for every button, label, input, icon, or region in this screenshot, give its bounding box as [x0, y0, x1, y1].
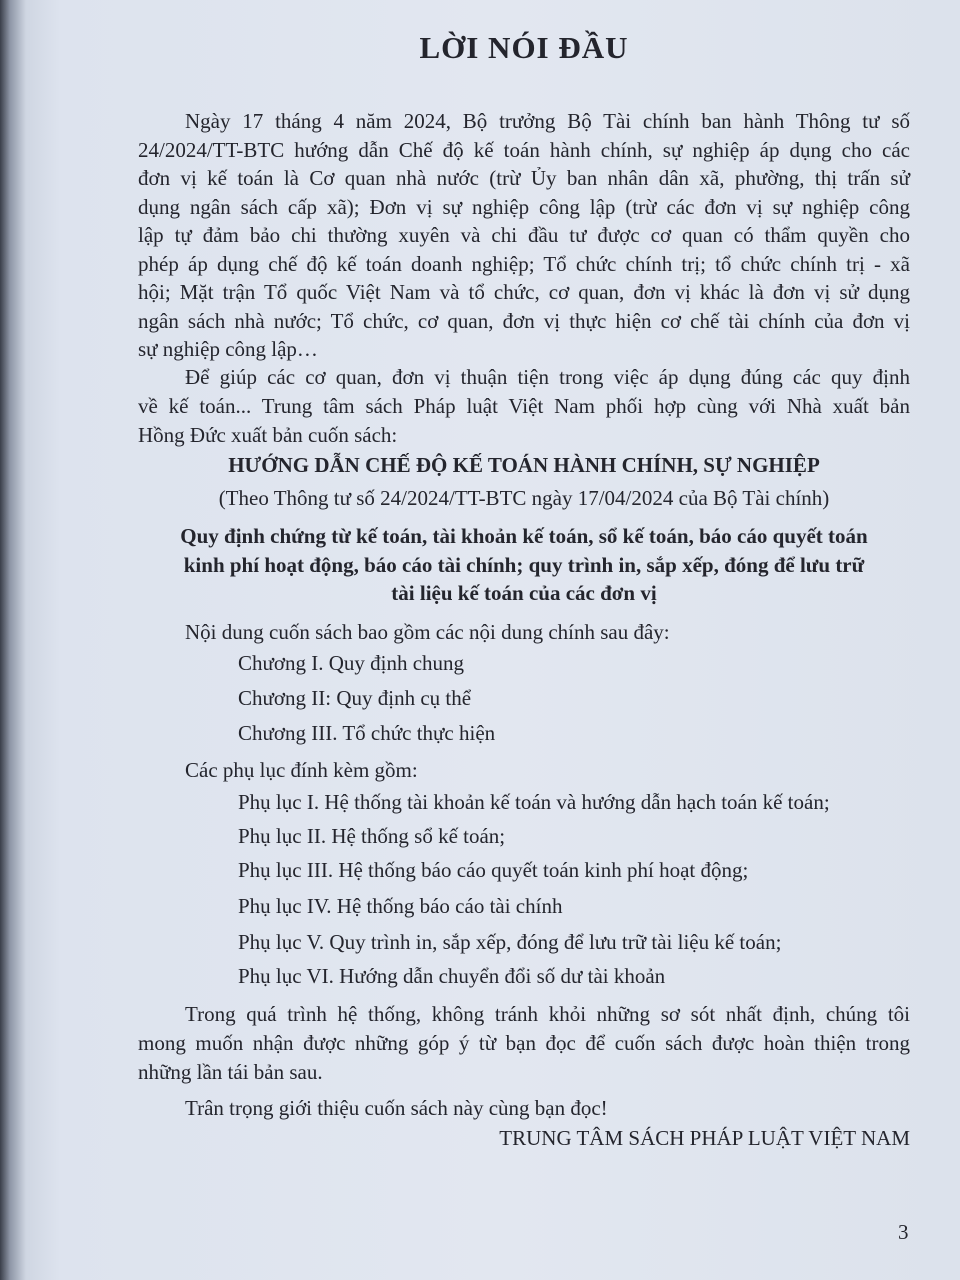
book-scope-line: Quy định chứng từ kế toán, tài khoản kế toán, sổ kế toán, báo cáo quyết toán	[180, 524, 868, 548]
book-title: HƯỚNG DẪN CHẾ ĐỘ KẾ TOÁN HÀNH CHÍNH, SỰ NGHIỆP	[228, 453, 820, 477]
appendix-intro: Các phụ lục đính kèm gồm:	[185, 758, 418, 782]
paragraph-line: phép áp dụng chế độ kế toán doanh nghiệp; Tổ chức chính trị; tổ chức chính trị - xã	[138, 252, 910, 276]
chapter-item: Chương I. Quy định chung	[238, 651, 465, 675]
paragraph-line: Ngày 17 tháng 4 năm 2024, Bộ trưởng Bộ Tài chính ban hành Thông tư số	[185, 109, 910, 133]
paragraph-line: lập tự đảm bảo chi thường xuyên và chi đầu tư được cơ quan có thẩm quyền cho	[138, 223, 910, 247]
appendix-item: Phụ lục V. Quy trình in, sắp xếp, đóng để lưu trữ tài liệu kế toán;	[238, 930, 782, 954]
paragraph-line: Trong quá trình hệ thống, không tránh khỏi những sơ sót nhất định, chúng tôi	[185, 1002, 910, 1026]
paragraph-line: những lần tái bản sau.	[138, 1060, 323, 1084]
book-scope-line: kinh phí hoạt động, báo cáo tài chính; quy trình in, sắp xếp, đóng để lưu trữ	[183, 553, 865, 577]
book-subtitle: (Theo Thông tư số 24/2024/TT-BTC ngày 17/04/2024 của Bộ Tài chính)	[218, 486, 830, 510]
book-scope-line: tài liệu kế toán của các đơn vị	[391, 581, 657, 605]
appendix-item: Phụ lục VI. Hướng dẫn chuyển đổi số dư tài khoản	[238, 964, 666, 988]
paragraph-line: hội; Mặt trận Tổ quốc Việt Nam và tổ chức, cơ quan, đơn vị khác là đơn vị sử dụng	[138, 280, 910, 304]
paragraph-line: 24/2024/TT-BTC hướng dẫn Chế độ kế toán hành chính, sự nghiệp áp dụng cho các	[138, 138, 910, 162]
appendix-item: Phụ lục I. Hệ thống tài khoản kế toán và hướng dẫn hạch toán kế toán;	[238, 790, 830, 814]
paragraph-line: Hồng Đức xuất bản cuốn sách:	[138, 423, 398, 447]
page-number: 3	[898, 1220, 909, 1244]
paragraph-line: Để giúp các cơ quan, đơn vị thuận tiện trong việc áp dụng đúng các quy định	[185, 365, 910, 389]
chapter-item: Chương II: Quy định cụ thể	[238, 686, 472, 710]
chapter-item: Chương III. Tổ chức thực hiện	[238, 721, 496, 745]
paragraph-line: ngân sách nhà nước; Tổ chức, cơ quan, đơn vị thực hiện cơ chế tài chính của đơn vị	[138, 309, 910, 333]
paragraph-line: mong muốn nhận được những góp ý từ bạn đọc để cuốn sách được hoàn thiện trong	[138, 1031, 910, 1055]
contents-intro: Nội dung cuốn sách bao gồm các nội dung chính sau đây:	[185, 620, 670, 644]
paragraph-line: dụng ngân sách cấp xã); Đơn vị sự nghiệp công lập (trừ các đơn vị sự nghiệp công	[138, 195, 910, 219]
appendix-item: Phụ lục IV. Hệ thống báo cáo tài chính	[238, 894, 563, 918]
paragraph-line: sự nghiệp công lập…	[138, 337, 318, 361]
appendix-item: Phụ lục III. Hệ thống báo cáo quyết toán kinh phí hoạt động;	[238, 858, 749, 882]
paragraph-line: về kế toán... Trung tâm sách Pháp luật Việt Nam phối hợp cùng với Nhà xuất bản	[138, 394, 910, 418]
page-title: LỜI NÓI ĐẦU	[419, 30, 629, 65]
closing-line: Trân trọng giới thiệu cuốn sách này cùng bạn đọc!	[185, 1096, 608, 1120]
paragraph-line: đơn vị kế toán là Cơ quan nhà nước (trừ Ủy ban nhân dân xã, phường, thị trấn sử	[138, 166, 910, 190]
signature: TRUNG TÂM SÁCH PHÁP LUẬT VIỆT NAM	[499, 1126, 910, 1150]
appendix-item: Phụ lục II. Hệ thống sổ kế toán;	[238, 824, 506, 848]
